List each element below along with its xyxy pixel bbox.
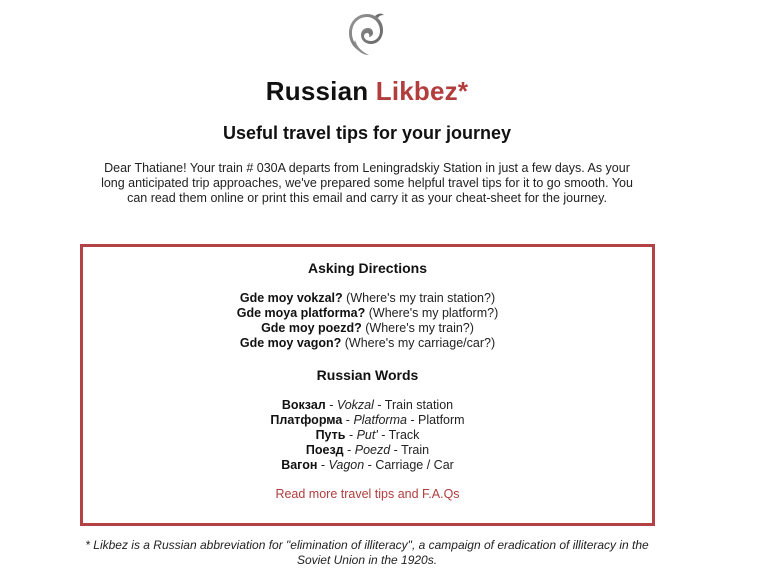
word-cyrillic: Путь [315,428,346,442]
word-row: Платформа - Platforma - Platform [270,413,465,427]
phrase-ru: Gde moy vokzal? [239,291,343,305]
phrase-en: (Where's my platform?) [368,306,499,320]
word-translit: Put' [356,428,378,442]
word-english: Carriage / Car [375,458,454,472]
word-cyrillic: Вокзал [281,398,326,412]
read-more-link[interactable]: Read more travel tips and F.A.Qs [275,487,460,501]
phrase-ru: Gde moya platforma? [236,306,366,320]
word-row: Поезд - Poezd - Train [305,443,430,457]
phrase-en: (Where's my carriage/car?) [344,336,496,350]
word-cyrillic: Поезд [305,443,344,457]
phrase-row [83,321,652,336]
tips-box [80,244,655,526]
title-main: Russian [265,76,369,106]
word-translit: Platforma [353,413,407,427]
intro-paragraph: Dear Thatiane! Your train # 030A departs from Leningradskiy Station in just a few days. As your long anticipated trip approaches, we've prepared some helpful travel tips for it to go smooth. You can read them online or print this email and carry it as your cheat-sheet for the journey. [101,161,633,205]
directions-title: Asking Directions [307,260,428,276]
phrase-en: (Where's my train?) [365,321,474,335]
page-subtitle: Useful travel tips for your journey [222,123,512,143]
phrase-row [83,306,652,321]
word-translit: Poezd [354,443,391,457]
words-list [83,398,652,473]
page-title [0,76,734,107]
word-translit: Vokzal [336,398,374,412]
footnote: * Likbez is a Russian abbreviation for "elimination of illiteracy", a campaign of eradication of illiteracy in the Soviet Union in the 1920s. [85,538,649,567]
word-row: Вокзал - Vokzal - Train station [281,398,454,412]
phrase-en: (Where's my train station?) [346,291,496,305]
word-row: Вагон - Vagon - Carriage / Car [281,458,454,472]
word-english: Train station [384,398,454,412]
word-row: Путь - Put' - Track [315,428,420,442]
swirl-logo-icon [345,10,389,58]
word-english: Train [401,443,430,457]
phrase-ru: Gde moy vagon? [239,336,342,350]
word-cyrillic: Вагон [281,458,318,472]
words-title: Russian Words [316,367,419,383]
word-english: Platform [418,413,465,427]
word-cyrillic: Платформа [270,413,343,427]
directions-list [83,291,652,351]
phrase-ru: Gde moy poezd? [261,321,362,335]
title-accent: Likbez* [375,76,469,106]
word-english: Track [388,428,420,442]
word-translit: Vagon [328,458,365,472]
phrase-row [83,291,652,306]
phrase-row [83,336,652,351]
